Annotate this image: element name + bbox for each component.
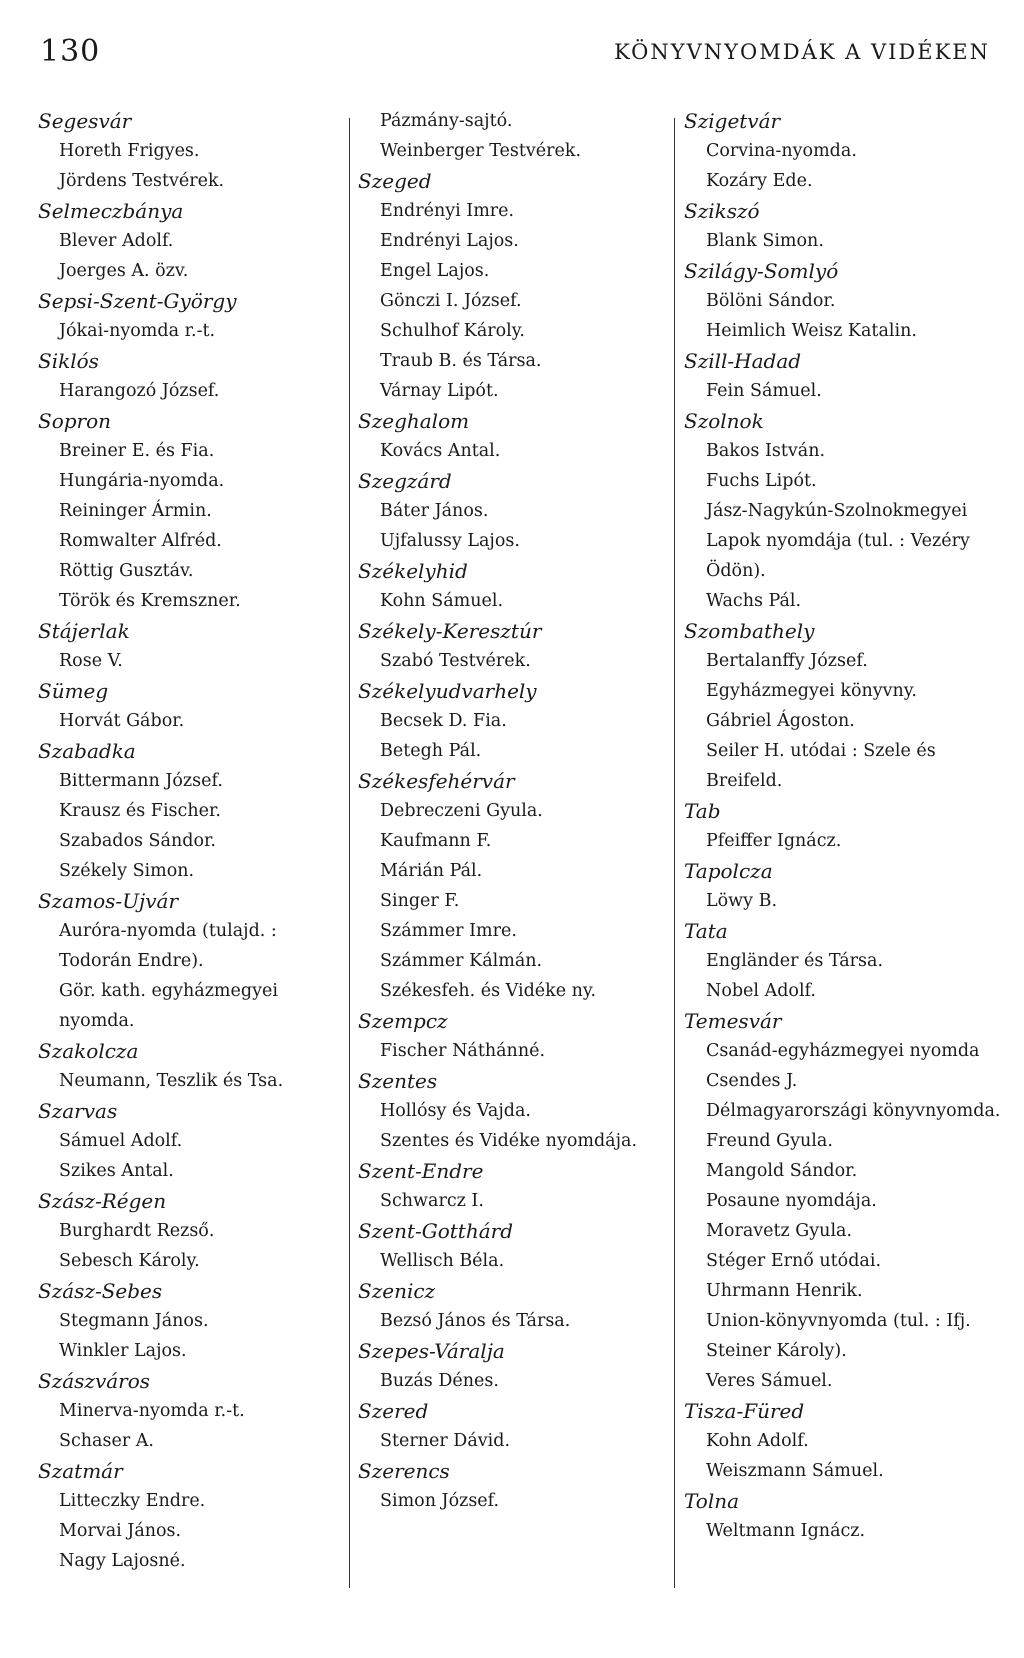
printer-entry: Fein Sámuel. <box>706 381 822 401</box>
printer-entry: Burghardt Rezső. <box>59 1221 215 1241</box>
printer-entry: Sámuel Adolf. <box>59 1131 183 1151</box>
place-heading: Szigetvár <box>684 109 781 133</box>
printer-entry: Debreczeni Gyula. <box>380 801 543 821</box>
printer-entry: Simon József. <box>380 1491 500 1511</box>
printer-entry: Union-könyvnyomda (tul. : Ifj. Steiner Károly). <box>706 1311 971 1361</box>
printer-entry: Traub B. és Társa. <box>380 351 542 371</box>
place-heading: Szerencs <box>358 1459 450 1483</box>
printer-entry: Breiner E. és Fia. <box>59 441 215 461</box>
printer-entry: Márián Pál. <box>380 861 483 881</box>
printer-entry: Bakos István. <box>706 441 826 461</box>
place-heading: Szász-Sebes <box>38 1279 163 1303</box>
printer-entry: Délmagyarországi könyvnyomda. <box>706 1101 1001 1121</box>
place-heading: Szamos-Ujvár <box>38 889 179 913</box>
printer-entry: Kohn Adolf. <box>706 1431 809 1451</box>
printer-entry: Morvai János. <box>59 1521 182 1541</box>
printer-entry: Számmer Kálmán. <box>380 951 543 971</box>
printer-entry: Kovács Antal. <box>380 441 501 461</box>
place-heading: Szász-Régen <box>38 1189 167 1213</box>
printer-entry: Krausz és Fischer. <box>59 801 221 821</box>
printer-entry: Schaser A. <box>59 1431 154 1451</box>
place-heading: Szilágy-Somlyó <box>684 259 839 283</box>
printer-entry: Schwarcz I. <box>380 1191 484 1211</box>
page-number: 130 <box>40 34 101 69</box>
printer-entry: Bölöni Sándor. <box>706 291 836 311</box>
printer-entry: Mangold Sándor. <box>706 1161 858 1181</box>
printer-entry: Moravetz Gyula. <box>706 1221 853 1241</box>
place-heading: Szempcz <box>358 1009 448 1033</box>
printer-entry: Jász-Nagykún-Szolnokmegyei Lapok nyomdája (tul. : Vezéry Ödön). <box>706 501 970 581</box>
printer-entry: Löwy B. <box>706 891 778 911</box>
printer-entry: Horeth Frigyes. <box>59 141 200 161</box>
place-heading: Szegzárd <box>358 469 452 493</box>
place-heading: Szolnok <box>684 409 764 433</box>
printer-entry: Posaune nyomdája. <box>706 1191 877 1211</box>
place-heading: Szill-Hadad <box>684 349 802 373</box>
place-heading: Szabadka <box>38 739 136 763</box>
place-heading: Szombathely <box>684 619 815 643</box>
place-heading: Tolna <box>684 1489 740 1513</box>
running-head: KÖNYVNYOMDÁK A VIDÉKEN <box>614 40 990 64</box>
printer-entry: Várnay Lipót. <box>380 381 499 401</box>
column-3 <box>684 106 1004 1606</box>
printer-entry: Corvina-nyomda. <box>706 141 857 161</box>
printer-entry: Singer F. <box>380 891 460 911</box>
printer-entry: Nobel Adolf. <box>706 981 816 1001</box>
printer-entry: Endrényi Imre. <box>380 201 515 221</box>
place-heading: Szakolcza <box>38 1039 139 1063</box>
place-heading: Szentes <box>358 1069 438 1093</box>
printer-entry: Rose V. <box>59 651 123 671</box>
place-heading: Szeghalom <box>358 409 470 433</box>
place-heading: Tab <box>684 799 721 823</box>
printer-entry: Heimlich Weisz Katalin. <box>706 321 917 341</box>
printer-entry: Weinberger Testvérek. <box>380 141 582 161</box>
printer-entry: Gör. kath. egyházmegyei nyomda. <box>59 981 278 1031</box>
place-heading: Sepsi-Szent-György <box>38 289 237 313</box>
printer-entry: Joerges A. özv. <box>59 261 189 281</box>
printer-entry: Blank Simon. <box>706 231 824 251</box>
page-header <box>40 34 990 74</box>
printer-entry: Hollósy és Vajda. <box>380 1101 531 1121</box>
place-heading: Tisza-Füred <box>684 1399 805 1423</box>
printer-entry: Buzás Dénes. <box>380 1371 499 1391</box>
printer-entry: Horvát Gábor. <box>59 711 185 731</box>
printer-entry: Becsek D. Fia. <box>380 711 507 731</box>
column-2 <box>358 106 670 1606</box>
printer-entry: Török és Kremszner. <box>59 591 241 611</box>
printer-entry: Romwalter Alfréd. <box>59 531 222 551</box>
printer-entry: Stegmann János. <box>59 1311 209 1331</box>
printer-entry: Kaufmann F. <box>380 831 492 851</box>
place-heading: Sopron <box>38 409 112 433</box>
printer-entry: Számmer Imre. <box>380 921 517 941</box>
place-heading: Temesvár <box>684 1009 782 1033</box>
printer-entry: Weltmann Ignácz. <box>706 1521 866 1541</box>
place-heading: Sümeg <box>38 679 109 703</box>
place-heading: Szászváros <box>38 1369 151 1393</box>
printer-entry: Veres Sámuel. <box>706 1371 833 1391</box>
printer-entry: Auróra-nyomda (tulajd. : Todorán Endre). <box>59 921 277 971</box>
printer-entry: Winkler Lajos. <box>59 1341 187 1361</box>
place-heading: Szenicz <box>358 1279 436 1303</box>
printer-entry: Sebesch Károly. <box>59 1251 200 1271</box>
place-heading: Szatmár <box>38 1459 123 1483</box>
printer-entry: Csanád-egyházmegyei nyomda <box>706 1041 980 1061</box>
printer-entry: Freund Gyula. <box>706 1131 833 1151</box>
printer-entry: Gábriel Ágoston. <box>706 711 855 731</box>
printer-entry: Stéger Ernő utódai. <box>706 1251 882 1271</box>
printer-entry: Engel Lajos. <box>380 261 490 281</box>
printer-entry: Pfeiffer Ignácz. <box>706 831 842 851</box>
place-heading: Szent-Gotthárd <box>358 1219 514 1243</box>
printer-entry: Gönczi I. József. <box>380 291 522 311</box>
printer-entry: Nagy Lajosné. <box>59 1551 186 1571</box>
printer-entry: Fuchs Lipót. <box>706 471 817 491</box>
printer-entry: Pázmány-sajtó. <box>380 111 513 131</box>
place-heading: Székely-Keresztúr <box>358 619 542 643</box>
printer-entry: Kohn Sámuel. <box>380 591 504 611</box>
printer-entry: Szabados Sándor. <box>59 831 216 851</box>
place-heading: Selmeczbánya <box>38 199 184 223</box>
column-rule <box>674 118 675 1588</box>
place-heading: Siklós <box>38 349 99 373</box>
printer-entry: Báter János. <box>380 501 489 521</box>
place-heading: Szikszó <box>684 199 760 223</box>
place-heading: Stájerlak <box>38 619 130 643</box>
printer-entry: Hungária-nyomda. <box>59 471 225 491</box>
printer-entry: Kozáry Ede. <box>706 171 813 191</box>
place-heading: Szepes-Váralja <box>358 1339 505 1363</box>
place-heading: Szarvas <box>38 1099 118 1123</box>
printer-entry: Bertalanffy József. <box>706 651 868 671</box>
place-heading: Tapolcza <box>684 859 773 883</box>
printer-entry: Wellisch Béla. <box>380 1251 505 1271</box>
printer-entry: Bezsó János és Társa. <box>380 1311 571 1331</box>
place-heading: Szered <box>358 1399 429 1423</box>
printer-entry: Litteczky Endre. <box>59 1491 206 1511</box>
place-heading: Székelyhid <box>358 559 468 583</box>
printer-entry: Egyházmegyei könyvny. <box>706 681 917 701</box>
printer-entry: Neumann, Teszlik és Tsa. <box>59 1071 284 1091</box>
printer-entry: Székely Simon. <box>59 861 195 881</box>
printer-entry: Endrényi Lajos. <box>380 231 519 251</box>
place-heading: Segesvár <box>38 109 132 133</box>
printer-entry: Jördens Testvérek. <box>59 171 225 191</box>
printer-entry: Székesfeh. és Vidéke ny. <box>380 981 597 1001</box>
place-heading: Szent-Endre <box>358 1159 484 1183</box>
printer-entry: Uhrmann Henrik. <box>706 1281 863 1301</box>
printer-entry: Weiszmann Sámuel. <box>706 1461 884 1481</box>
printer-entry: Szikes Antal. <box>59 1161 174 1181</box>
place-heading: Székelyudvarhely <box>358 679 537 703</box>
printer-entry: Betegh Pál. <box>380 741 482 761</box>
column-1 <box>38 106 342 1606</box>
printer-entry: Harangozó József. <box>59 381 220 401</box>
printer-entry: Szabó Testvérek. <box>380 651 531 671</box>
printer-entry: Blever Adolf. <box>59 231 174 251</box>
place-heading: Tata <box>684 919 728 943</box>
printer-entry: Fischer Náthánné. <box>380 1041 546 1061</box>
printer-entry: Seiler H. utódai : Szele és Breifeld. <box>706 741 936 791</box>
printer-entry: Wachs Pál. <box>706 591 802 611</box>
column-rule <box>349 118 350 1588</box>
printer-entry: Sterner Dávid. <box>380 1431 511 1451</box>
place-heading: Szeged <box>358 169 432 193</box>
printer-entry: Reininger Ármin. <box>59 501 212 521</box>
printer-entry: Schulhof Károly. <box>380 321 525 341</box>
place-heading: Székesfehérvár <box>358 769 515 793</box>
printer-entry: Csendes J. <box>706 1071 798 1091</box>
printer-entry: Engländer és Társa. <box>706 951 884 971</box>
printer-entry: Szentes és Vidéke nyomdája. <box>380 1131 638 1151</box>
printer-entry: Röttig Gusztáv. <box>59 561 194 581</box>
printer-entry: Ujfalussy Lajos. <box>380 531 520 551</box>
printer-entry: Jókai-nyomda r.-t. <box>59 321 216 341</box>
printer-entry: Minerva-nyomda r.-t. <box>59 1401 245 1421</box>
printer-entry: Bittermann József. <box>59 771 223 791</box>
